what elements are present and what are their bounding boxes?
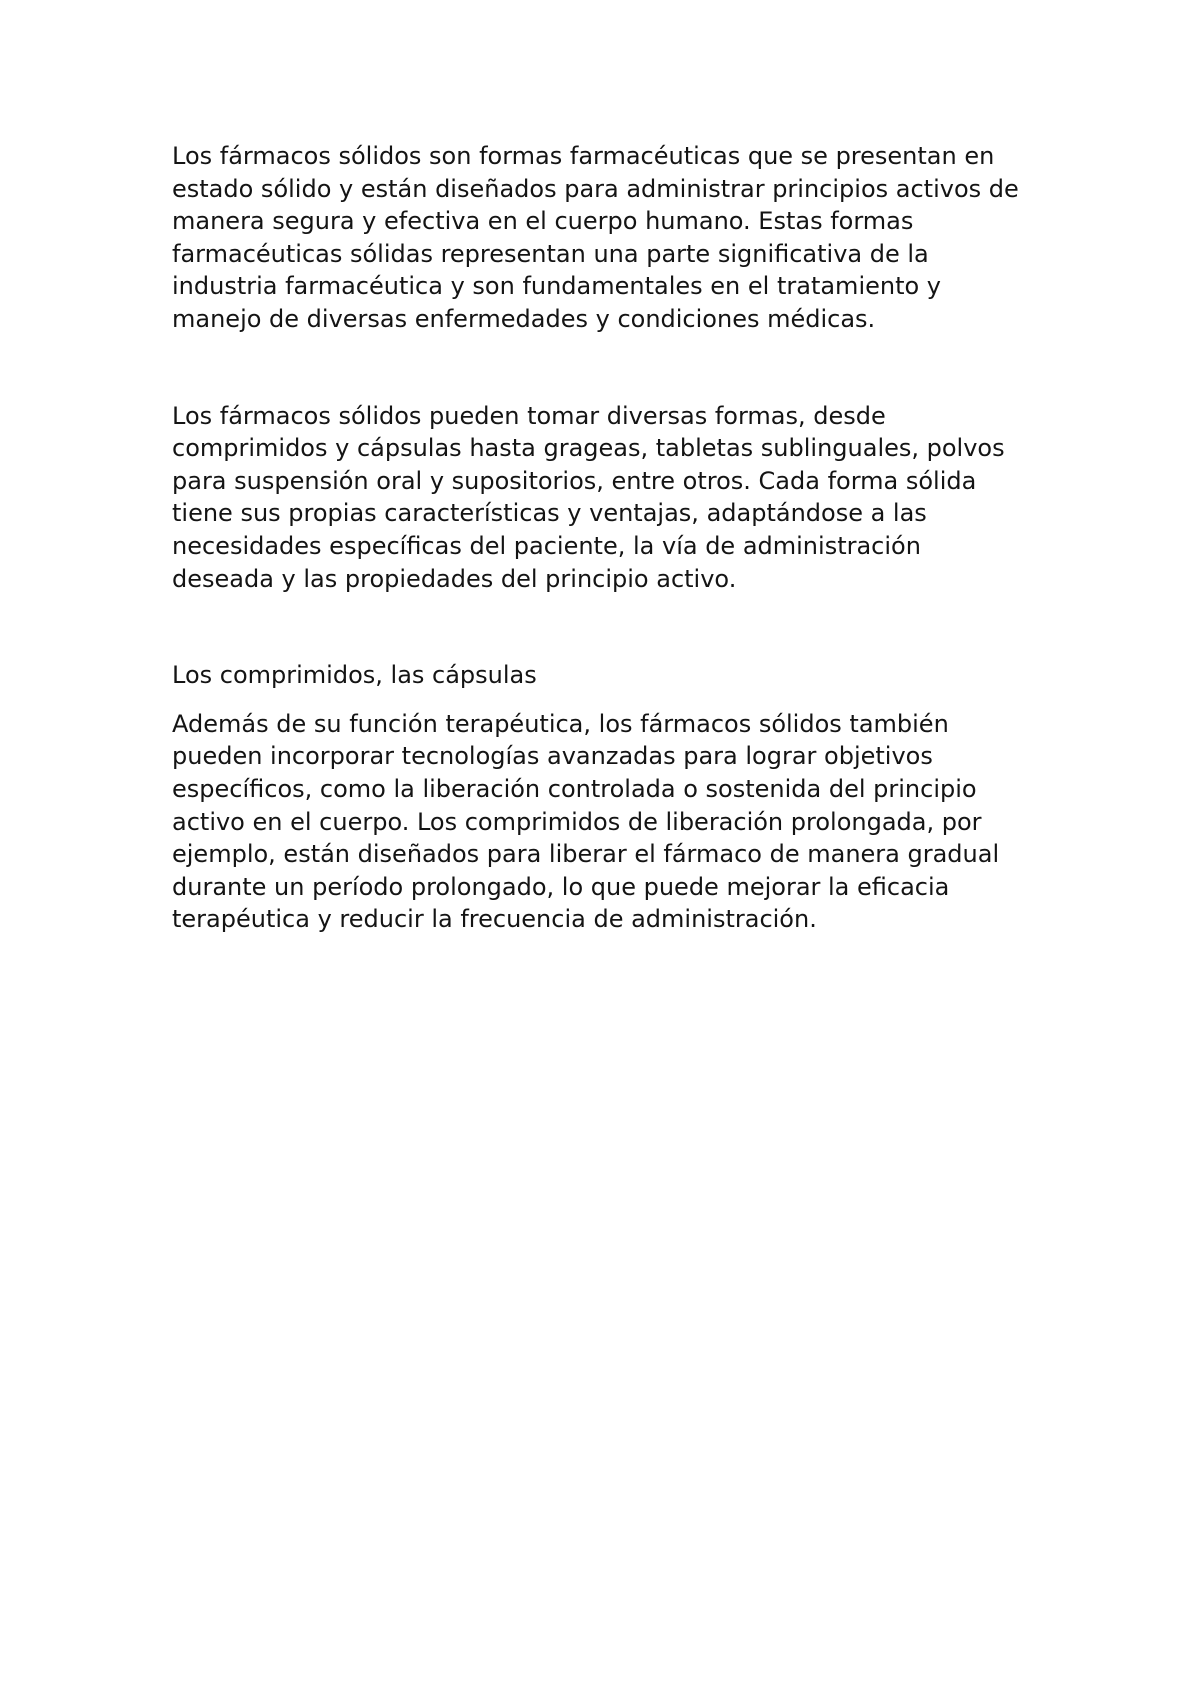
paragraph-forms: Los fármacos sólidos pueden tomar diversas formas, desde comprimidos y cápsulas hasta grageas, tabletas sublinguales, polvos para suspensión oral y supositorios, entre otros. Cada forma sólida tiene sus propias características y ventajas, adaptándose a las necesidades específicas del paciente, la vía de administración deseada y las propiedades del principio activo.	[172, 401, 1005, 593]
paragraph-intro: Los fármacos sólidos son formas farmacéuticas que se presentan en estado sólido y están diseñados para administrar principios activos de manera segura y efectiva en el cuerpo humano. Estas formas farmacéuticas sólidas representan una parte significativa de la industria farmacéutica y son fundamentales en el tratamiento y manejo de diversas enfermedades y condiciones médicas.	[172, 142, 1019, 333]
paragraph-subheading: Los comprimidos, las cápsulas	[172, 661, 537, 690]
paragraph-technology: Además de su función terapéutica, los fármacos sólidos también pueden incorporar tecnologías avanzadas para lograr objetivos específicos, como la liberación controlada o sostenida del principio activo en el cuerpo. Los comprimidos de liberación prolongada, por ejemplo, están diseñados para liberar el fármaco de manera gradual durante un período prolongado, lo que puede mejorar la eficacia terapéutica y reducir la frecuencia de administración.	[172, 709, 1000, 934]
document-body	[172, 140, 1052, 936]
